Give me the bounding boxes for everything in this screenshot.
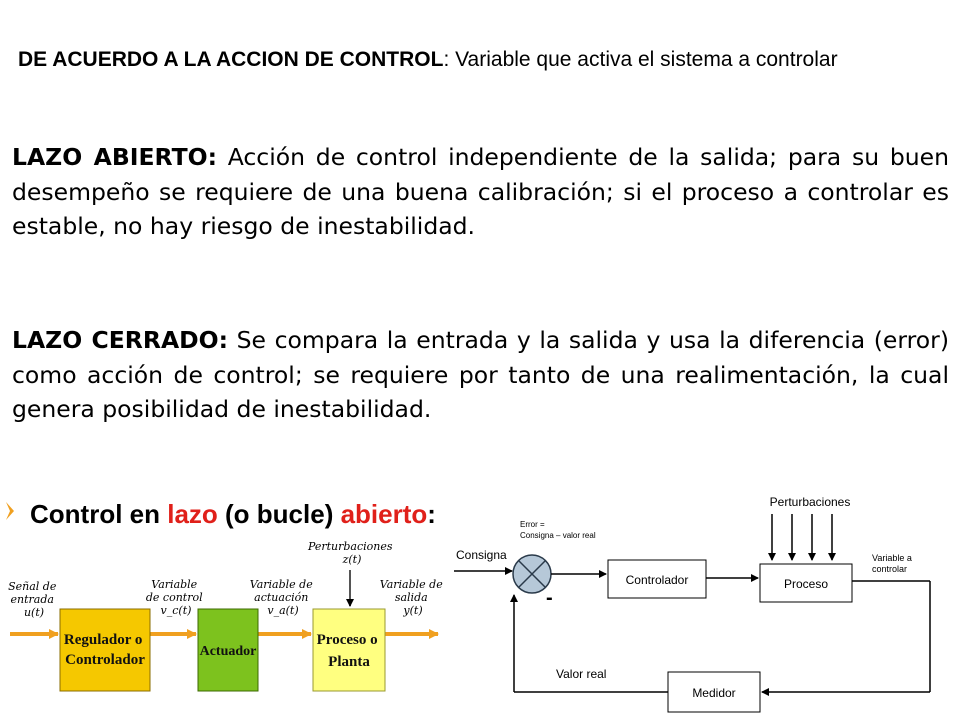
svg-text:Medidor: Medidor	[692, 686, 736, 700]
output-label-right: Variable a controlar	[872, 553, 912, 574]
disturbances-label: Perturbaciones	[769, 495, 851, 509]
open-loop-term: LAZO ABIERTO:	[12, 143, 217, 171]
svg-text:Actuador: Actuador	[199, 644, 257, 659]
svg-text:Regulador o Controlador: Regulador o Controlador	[63, 632, 145, 668]
open-loop-paragraph	[12, 140, 949, 244]
feedback-label: Valor real	[556, 667, 607, 681]
regulator-block	[60, 609, 150, 691]
section-header	[18, 44, 938, 76]
error-label: Error = Consigna – valor real	[520, 520, 596, 540]
svg-text:Proceso: Proceso	[783, 577, 829, 591]
open-loop-text: Acción de control independiente de la salida; para su buen desempeño se requiere de una buena calibración; si el proceso a controlar es estable, no hay riesgo de inestabilidad.	[12, 143, 949, 240]
open-loop-diagram	[6, 499, 446, 691]
closed-loop-diagram	[454, 495, 930, 712]
header-bold: DE ACUERDO A LA ACCION DE CONTROL	[18, 48, 444, 71]
minus-sign: -	[546, 587, 553, 609]
process-block	[313, 609, 385, 691]
closed-loop-term: LAZO CERRADO:	[12, 326, 229, 354]
actuation-variable-label: Variable de actuación v_a(t)	[249, 578, 313, 617]
closed-loop-text: Se compara la entrada y la salida y usa la diferencia (error) como acción de control; se requiere por tanto de una realimentación, la cual genera posibilidad de inestabilidad.	[12, 326, 949, 423]
disturbance-label: Perturbaciones z(t)	[307, 540, 393, 566]
header-rest: : Variable que activa el sistema a controlar	[443, 48, 838, 71]
output-label: Variable de salida y(t)	[379, 578, 443, 617]
control-variable-label: Variable de control v_c(t)	[145, 578, 203, 617]
setpoint-label: Consigna	[456, 548, 507, 562]
diagrams	[0, 478, 960, 720]
input-label: Señal de entrada u(t)	[8, 580, 57, 619]
closed-loop-paragraph	[12, 323, 949, 427]
svg-text:Controlador: Controlador	[625, 573, 689, 587]
bullet-arrow-icon	[6, 502, 14, 520]
svg-text:Proceso o Planta: Proceso o Planta	[316, 632, 378, 670]
open-loop-title: Control en lazo (o bucle) abierto:	[30, 499, 436, 529]
